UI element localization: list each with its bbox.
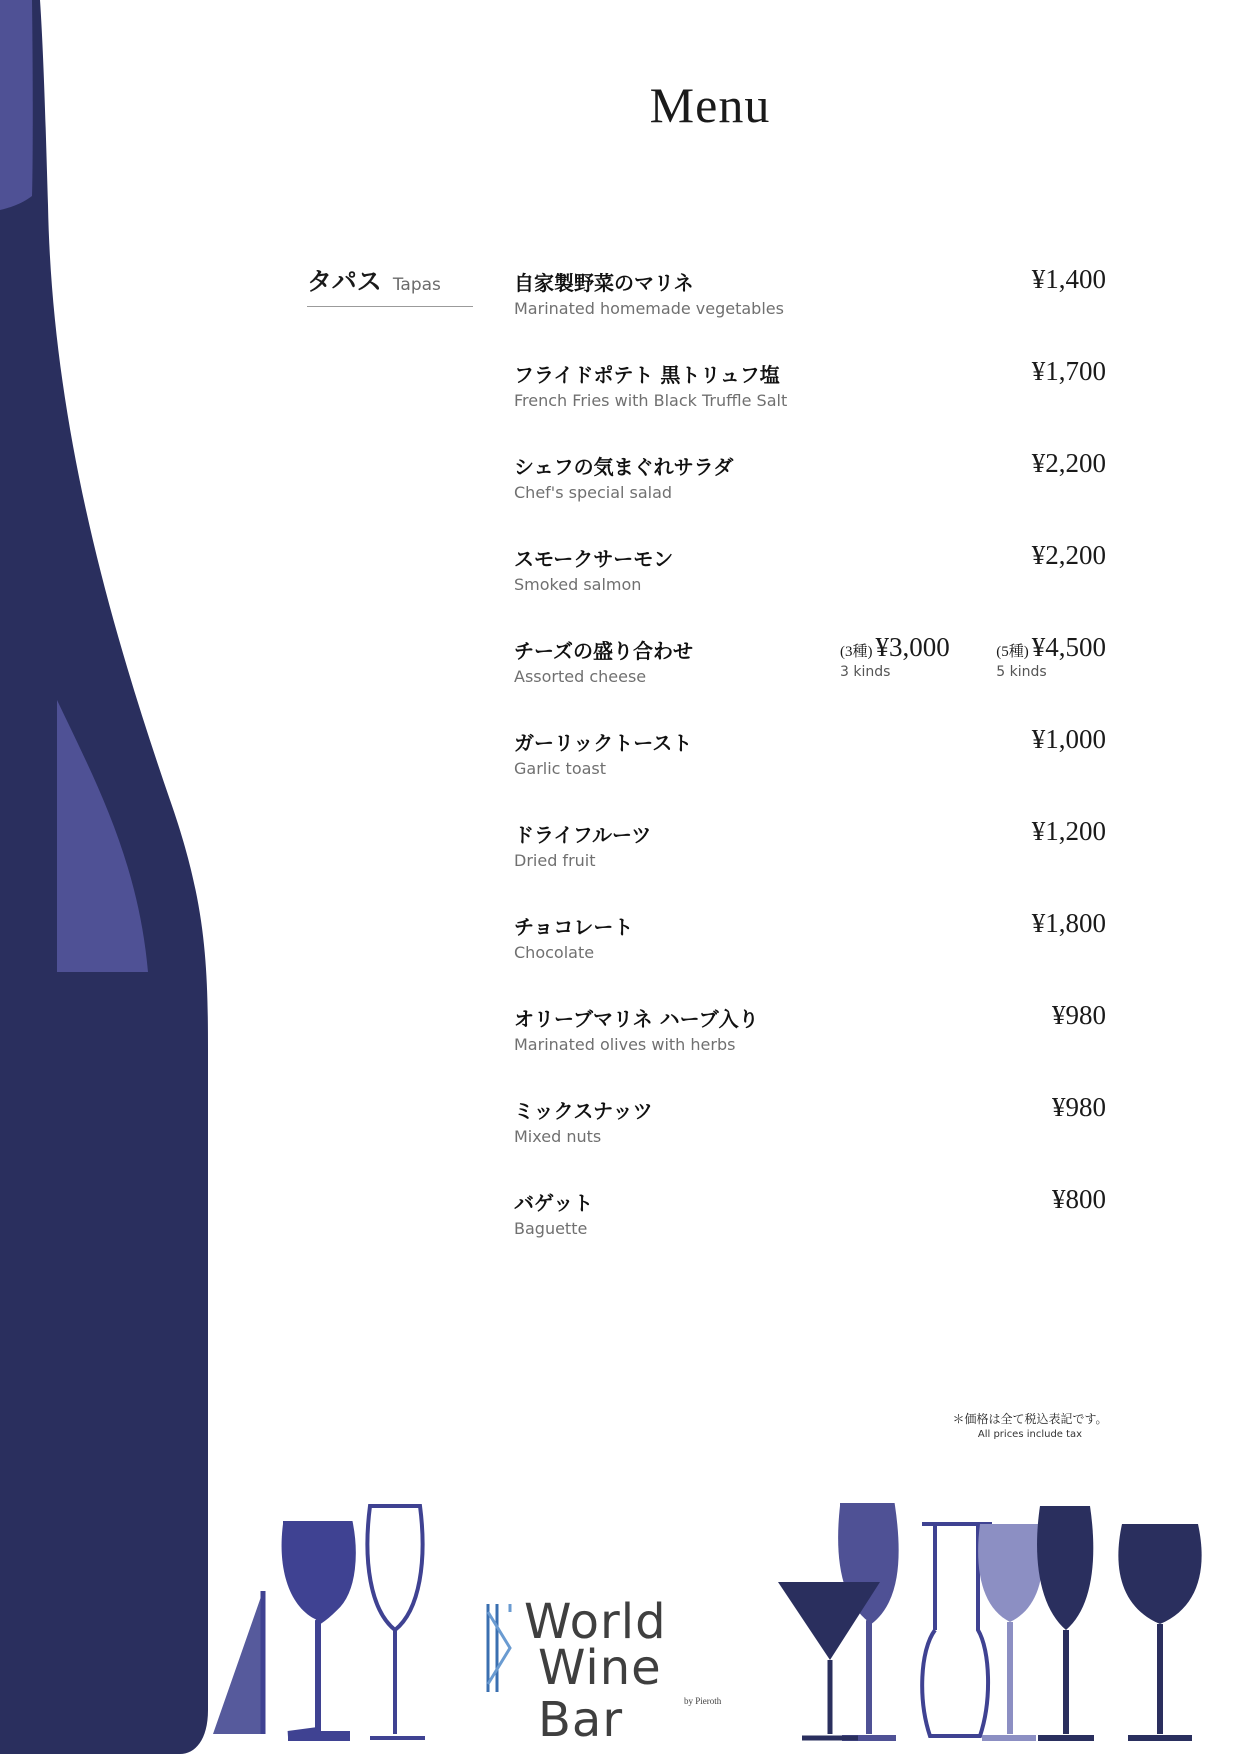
world-wine-bar-logo bbox=[484, 1594, 744, 1748]
item-name-jp: チーズの盛り合わせ bbox=[514, 639, 693, 663]
menu-item bbox=[514, 448, 1106, 546]
option-price: ¥4,500 bbox=[1031, 632, 1106, 662]
option-kind: (5種) bbox=[996, 644, 1029, 660]
item-name-en: Assorted cheese bbox=[514, 667, 647, 686]
menu-item bbox=[514, 1000, 1106, 1098]
item-price: ¥2,200 bbox=[1031, 540, 1106, 570]
item-price: ¥980 bbox=[1052, 1092, 1106, 1122]
logo-by-line: by Pieroth bbox=[684, 1696, 722, 1706]
option-sub: 5 kinds bbox=[996, 664, 1047, 680]
item-price: ¥2,200 bbox=[1031, 448, 1106, 478]
menu-item bbox=[514, 356, 1106, 454]
item-name-en: French Fries with Black Truffle Salt bbox=[514, 391, 788, 410]
item-name-jp: バゲット bbox=[514, 1191, 594, 1215]
item-name-jp: チョコレート bbox=[514, 915, 634, 939]
menu-item bbox=[514, 908, 1106, 1006]
item-price: ¥1,200 bbox=[1031, 816, 1106, 846]
menu-item bbox=[514, 1184, 1106, 1282]
item-name-en: Smoked salmon bbox=[514, 575, 642, 594]
wine-bottle-illustration bbox=[0, 0, 215, 1754]
option-price: ¥3,000 bbox=[875, 632, 950, 662]
item-name-en: Garlic toast bbox=[514, 759, 607, 778]
menu-item bbox=[514, 816, 1106, 914]
logo-mark-icon bbox=[484, 1602, 514, 1694]
item-name-en: Dried fruit bbox=[514, 851, 596, 870]
price-option-5-kinds bbox=[996, 632, 1106, 680]
item-name-en: Baguette bbox=[514, 1219, 588, 1238]
menu-title: Menu bbox=[649, 77, 771, 133]
item-name-en: Marinated olives with herbs bbox=[514, 1035, 736, 1054]
menu-item-list bbox=[514, 264, 1106, 1282]
item-name-jp: スモークサーモン bbox=[514, 547, 674, 571]
item-price: ¥1,400 bbox=[1031, 264, 1106, 294]
tax-note-en: All prices include tax bbox=[977, 1429, 1083, 1440]
item-name-jp: オリーブマリネ ハーブ入り bbox=[514, 1007, 759, 1031]
tax-note bbox=[940, 1410, 1120, 1440]
section-title-en: Tapas bbox=[392, 275, 441, 295]
wine-glasses-left-illustration bbox=[205, 1490, 445, 1754]
tax-note-jp: ＊価格は全て税込表記です。 bbox=[952, 1412, 1108, 1426]
item-name-en: Chocolate bbox=[514, 943, 595, 962]
item-price: ¥1,700 bbox=[1031, 356, 1106, 386]
option-sub: 3 kinds bbox=[840, 664, 891, 680]
logo-line-1: World bbox=[524, 1594, 667, 1650]
item-price: ¥800 bbox=[1052, 1184, 1106, 1214]
wine-glasses-right-illustration bbox=[770, 1490, 1210, 1754]
menu-item-cheese bbox=[514, 632, 1106, 730]
item-name-jp: ガーリックトースト bbox=[514, 731, 693, 755]
menu-item bbox=[514, 1092, 1106, 1190]
menu-item bbox=[514, 540, 1106, 638]
item-name-jp: 自家製野菜のマリネ bbox=[514, 271, 694, 295]
price-option-3-kinds bbox=[840, 632, 950, 680]
item-name-en: Mixed nuts bbox=[514, 1127, 602, 1146]
section-title-jp: タパス bbox=[307, 267, 382, 296]
item-name-jp: フライドポテト 黒トリュフ塩 bbox=[514, 363, 780, 387]
item-price: ¥1,800 bbox=[1031, 908, 1106, 938]
item-price: ¥980 bbox=[1052, 1000, 1106, 1030]
menu-item bbox=[514, 264, 1106, 362]
item-name-en: Chef's special salad bbox=[514, 483, 673, 502]
item-name-jp: ミックスナッツ bbox=[514, 1099, 653, 1123]
menu-item bbox=[514, 724, 1106, 822]
item-name-jp: ドライフルーツ bbox=[514, 823, 652, 847]
logo-line-2: Wine Bar bbox=[538, 1640, 662, 1748]
section-heading-tapas bbox=[307, 262, 473, 307]
item-name-jp: シェフの気まぐれサラダ bbox=[514, 455, 734, 479]
item-name-en: Marinated homemade vegetables bbox=[514, 299, 784, 318]
item-price: ¥1,000 bbox=[1031, 724, 1106, 754]
option-kind: (3種) bbox=[840, 644, 873, 660]
